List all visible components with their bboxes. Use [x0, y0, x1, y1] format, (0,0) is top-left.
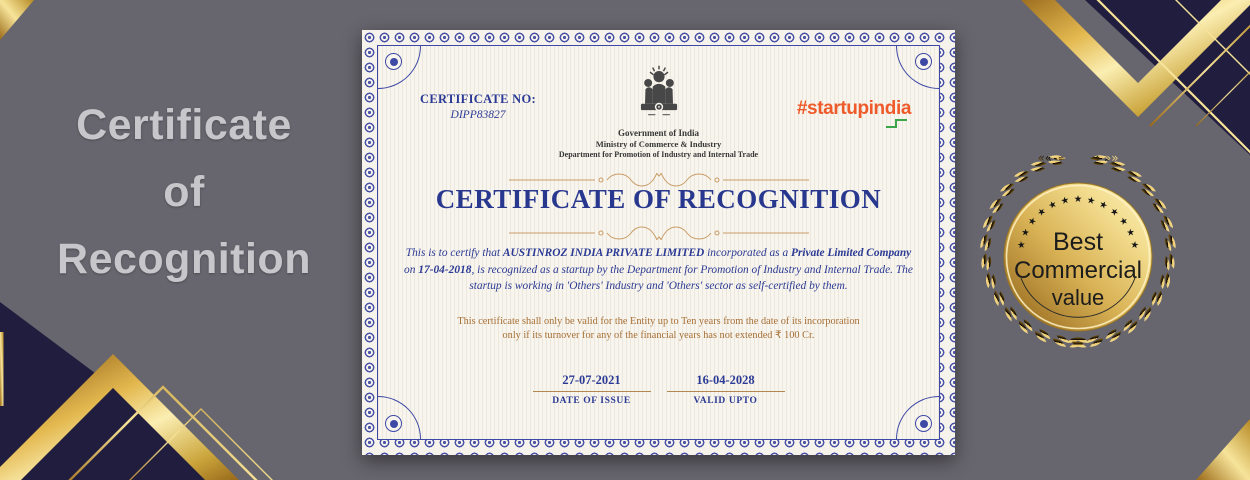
dates-row [378, 373, 939, 406]
background-heading-line1: Certificate [76, 101, 292, 149]
body-part-7: , is recognized as a startup by the Department for Promotion of Industry and Internal Trade. The startup is working in 'Others' Industry and 'Others' sector as self-certified by them. [469, 263, 913, 293]
body-part-5: on [404, 263, 419, 276]
startupindia-logo [797, 98, 911, 120]
company-type: Private Limited Company [791, 247, 912, 259]
background-heading-line3: Recognition [57, 235, 311, 283]
svg-text:★: ★ [1116, 214, 1131, 229]
svg-text:★: ★ [1035, 205, 1049, 220]
date-of-issue-block [533, 373, 651, 406]
valid-upto-label: VALID UPTO [693, 396, 758, 406]
gov-line-2: Ministry of Commerce & Industry [595, 139, 722, 149]
wreath-arrows-right: → »» [1090, 151, 1119, 165]
validity-line-1: This certificate shall only be valid for the Entity up to Ten years from the date of its incorporation [457, 316, 860, 327]
startupindia-logo-text: #startupindia [796, 98, 911, 119]
body-part-1: This is to certify that [405, 247, 503, 259]
certificate-number-label: CERTIFICATE NO: [420, 92, 536, 106]
svg-text:★: ★ [1085, 194, 1097, 208]
svg-text:★: ★ [1096, 198, 1110, 213]
svg-text:★: ★ [1025, 214, 1040, 229]
wreath-arrows-left: «« ← [1037, 151, 1066, 165]
company-name: AUSTINROZ INDIA PRIVATE LIMITED [502, 247, 705, 259]
svg-text:★: ★ [1127, 239, 1141, 251]
date-rule [533, 391, 651, 392]
incorporation-date: 17-04-2018 [418, 263, 472, 276]
svg-text:★: ★ [1059, 194, 1071, 208]
startupindia-stair-icon [885, 117, 909, 129]
validity-line-2: only if its turnover for any of the financial years has not extended ₹ 100 Cr. [502, 330, 815, 342]
date-rule [667, 391, 785, 392]
date-of-issue-value: 27-07-2021 [562, 373, 621, 387]
badge-text-line3: value [1051, 285, 1105, 310]
valid-upto-block [667, 373, 785, 406]
svg-text:★: ★ [1107, 205, 1121, 220]
certificate-body-text [404, 245, 913, 295]
gov-line-3: Department for Promotion of Industry and Internal Trade [558, 150, 759, 159]
svg-text:★: ★ [1046, 198, 1060, 213]
badge-text-line1: Best [1052, 228, 1104, 256]
background-heading-line2: of [163, 168, 205, 216]
gov-line-1: Government of India [618, 128, 699, 138]
certificate-title: CERTIFICATE OF RECOGNITION [435, 184, 882, 214]
svg-text:★: ★ [1015, 239, 1029, 251]
validity-note [408, 315, 909, 344]
flourish-ornament-bottom [378, 225, 939, 246]
certificate-paper [377, 45, 940, 440]
background-heading [28, 92, 340, 293]
badge-text-line2: Commercial [1013, 257, 1143, 284]
valid-upto-value: 16-04-2028 [696, 373, 755, 387]
date-of-issue-label: DATE OF ISSUE [552, 396, 631, 406]
svg-text:★: ★ [1019, 226, 1033, 239]
ashoka-emblem-icon [636, 64, 682, 120]
certificate [362, 30, 955, 455]
svg-text:★: ★ [1073, 194, 1083, 205]
award-badge [970, 132, 1186, 362]
body-part-3: incorporated as a [704, 247, 791, 259]
svg-text:★: ★ [1123, 226, 1137, 239]
certificate-number-value: DIPP83827 [450, 109, 506, 121]
